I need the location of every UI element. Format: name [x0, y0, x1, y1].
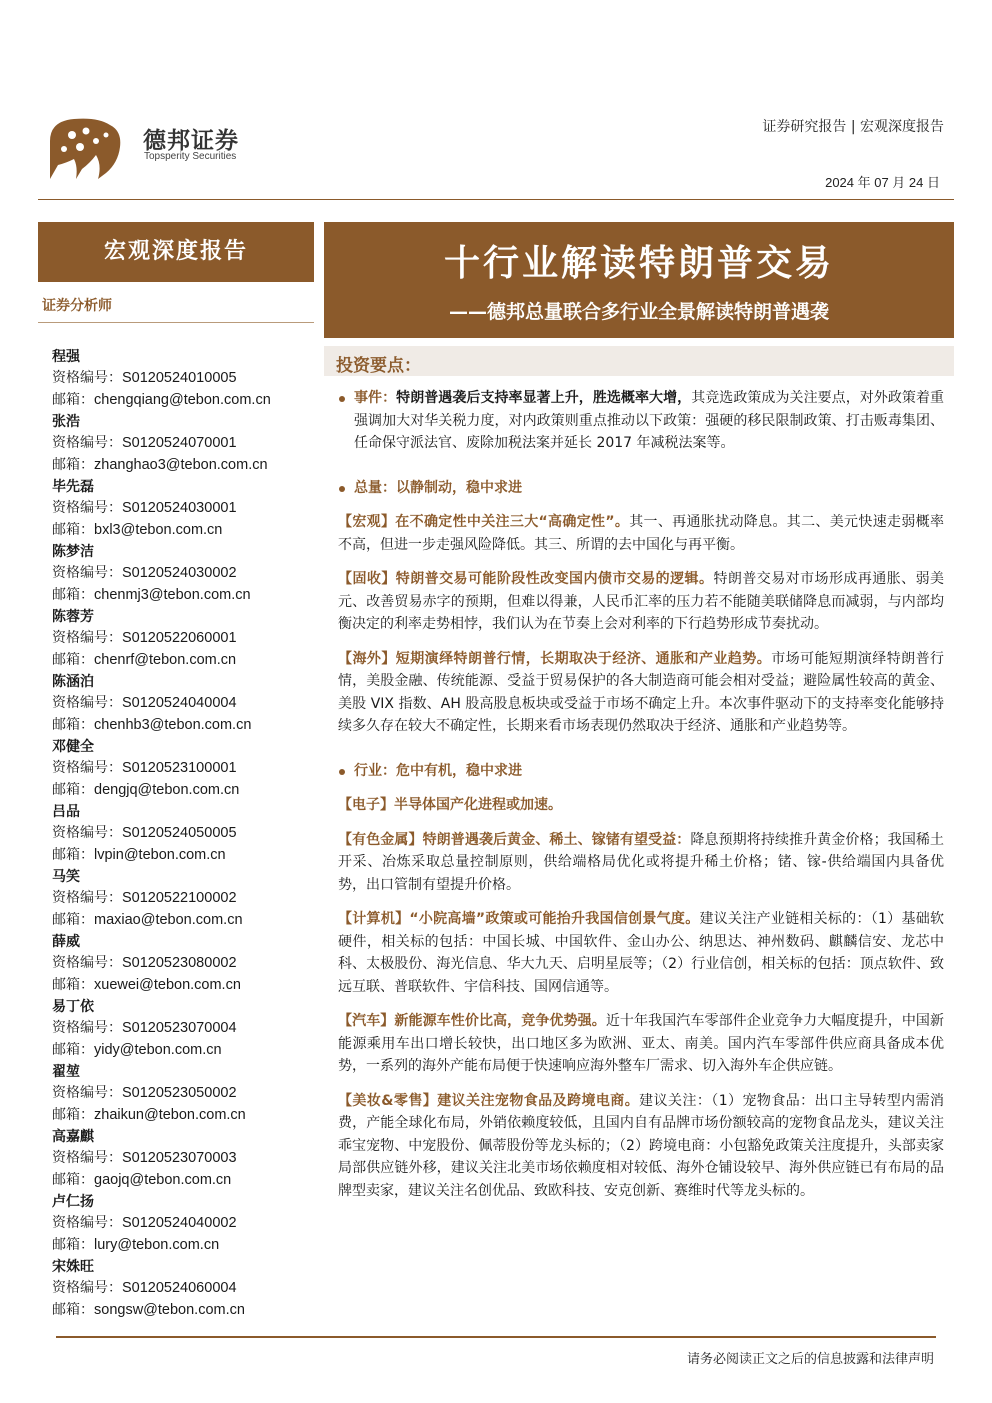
- analyst-name: 马笑: [52, 869, 80, 885]
- key-points-content: [338, 387, 944, 1214]
- analyst-name: 宋姝旺: [52, 1259, 94, 1275]
- section-tag: 【有色金属】: [338, 831, 423, 848]
- email-label: 邮箱：: [52, 651, 94, 668]
- analyst-name: 陈涵泊: [52, 674, 94, 690]
- brand-name: 德邦证券: [143, 128, 239, 154]
- analyst-divider: [38, 322, 314, 323]
- industry-paragraph: [338, 794, 944, 817]
- analyst-entry: [52, 671, 317, 736]
- analyst-name: 薛威: [52, 934, 80, 950]
- email-label: 邮箱：: [52, 586, 94, 603]
- analyst-email: yidy@tebon.com.cn: [94, 1041, 222, 1058]
- id-label: 资格编号：: [52, 435, 122, 451]
- email-label: 邮箱：: [52, 1106, 94, 1123]
- analyst-id: S0120523070004: [122, 1020, 237, 1036]
- analyst-email-line: [52, 780, 317, 802]
- analyst-name: 高嘉麒: [52, 1129, 94, 1145]
- event-text: 其竞选政策成为关注要点，对外政策着重强调加大对华关税力度，对内政策则重点推动以下政策：强硬的移民限制政策、打击贩毒集团、任命保守派法官、废除加税法案并延长 2017 年减税法案等。: [354, 390, 945, 451]
- analyst-id-line: [52, 433, 317, 455]
- analyst-entry: [52, 541, 317, 606]
- analyst-id-line: [52, 498, 317, 520]
- email-label: 邮箱：: [52, 716, 94, 733]
- report-type-box: 宏观深度报告: [38, 222, 314, 282]
- section-headline: 特朗普交易可能阶段性改变国内债市交易的逻辑。: [395, 571, 714, 587]
- id-label: 资格编号：: [52, 565, 122, 581]
- macro-paragraph: [338, 648, 944, 738]
- analyst-entry: [52, 1256, 317, 1321]
- title-banner: [324, 222, 954, 338]
- section-text: 特朗普交易对市场形成再通胀、弱美元、改善贸易赤字的预期，但难以得兼，人民币汇率的压力若不能随美联储降息而减弱，与内部均衡决定的利率走势相悖，我们认为在节奏上会对利率的下行趋势形成节奏扰动。: [338, 571, 945, 632]
- analyst-email: chenrf@tebon.com.cn: [94, 651, 237, 668]
- email-label: 邮箱：: [52, 1041, 94, 1058]
- industry-heading: 行业：危中有机，稳中求进: [338, 760, 944, 783]
- analyst-id-line: [52, 953, 317, 975]
- email-label: 邮箱：: [52, 1236, 94, 1253]
- email-label: 邮箱：: [52, 781, 94, 798]
- id-label: 资格编号：: [52, 890, 122, 906]
- analyst-id-line: [52, 758, 317, 780]
- analyst-id-line: [52, 1148, 317, 1170]
- analyst-entry: [52, 996, 317, 1061]
- analyst-email: lvpin@tebon.com.cn: [94, 846, 226, 863]
- footer-disclaimer: 请务必阅读正文之后的信息披露和法律声明: [686, 1352, 934, 1367]
- section-text: 其一、再通胀扰动降息。其二、美元快速走弱概率不高，但进一步走强风险降低。其三、所谓的去中国化与再平衡。: [338, 514, 944, 553]
- analyst-entry: [52, 1061, 317, 1126]
- analyst-email-line: [52, 975, 317, 997]
- analyst-id: S0120524060004: [122, 1280, 237, 1296]
- header-divider: [38, 199, 954, 200]
- key-points-label: 投资要点：: [336, 356, 421, 376]
- industry-list: [338, 794, 944, 1202]
- analyst-id-line: [52, 693, 317, 715]
- section-text: 建议关注产业链相关标的：（1）基础软硬件，相关标的包括：中国长城、中国软件、金山办公、纳思达、神州数码、麒麟信安、龙芯中科、太极股份、海光信息、华大九天、启明星辰等；（2）行业信创，相关标的包括：顶点软件、致远互联、普联软件、宇信科技、国网信通等。: [338, 911, 944, 995]
- analyst-id: S0120522100002: [122, 890, 237, 906]
- footer-divider: [56, 1336, 936, 1338]
- macro-heading: 总量：以静制动，稳中求进: [338, 477, 944, 500]
- analyst-email-line: [52, 520, 317, 542]
- analyst-name: 吕品: [52, 804, 80, 820]
- macro-paragraph: [338, 511, 944, 556]
- analyst-email-line: [52, 1235, 317, 1257]
- section-headline: 半导体国产化进程或加速。: [394, 797, 562, 813]
- analyst-id-line: [52, 1278, 317, 1300]
- section-text: 降息预期将持续推升黄金价格；我国稀土开采、冶炼采取总量控制原则，供给端格局优化或将提升稀土价格；锗、镓-供给端国内具备优势，出口管制有望提升价格。: [338, 831, 945, 893]
- analyst-name: 毕先磊: [52, 479, 94, 495]
- analyst-email: gaojq@tebon.com.cn: [94, 1171, 232, 1188]
- analyst-id-line: [52, 1213, 317, 1235]
- section-tag: 【美妆&零售】: [338, 1092, 438, 1109]
- analyst-entry: [52, 1126, 317, 1191]
- id-label: 资格编号：: [52, 630, 122, 646]
- analyst-id: S0120522060001: [122, 630, 237, 646]
- analyst-id-line: [52, 1018, 317, 1040]
- report-date: 2024 年 07 月 24 日: [825, 175, 940, 190]
- analyst-section-label: 证券分析师: [42, 298, 112, 314]
- analyst-id: S0120524070001: [122, 435, 237, 451]
- macro-list: [338, 511, 944, 738]
- analyst-email-line: [52, 845, 317, 867]
- analyst-email: lury@tebon.com.cn: [94, 1236, 220, 1253]
- email-label: 邮箱：: [52, 521, 94, 538]
- event-paragraph: [338, 387, 944, 455]
- analyst-id: S0120524010005: [122, 370, 237, 386]
- analyst-entry: [52, 411, 317, 476]
- section-text: 近十年我国汽车零部件企业竞争力大幅度提升，中国新能源乘用车出口增长较快，出口地区多为欧洲、亚太、南美。国内汽车零部件供应商具备成本优势，一系列的海外产能布局便于快速响应海外整车厂需求、切入海外车企供应链。: [338, 1013, 945, 1074]
- analyst-entry: [52, 736, 317, 801]
- analyst-email: xuewei@tebon.com.cn: [94, 976, 241, 993]
- section-tag: 【宏观】: [338, 514, 396, 530]
- email-label: 邮箱：: [52, 1301, 94, 1318]
- company-logo: [46, 113, 124, 181]
- section-tag: 【海外】: [338, 650, 396, 667]
- industry-paragraph: [338, 1090, 944, 1203]
- id-label: 资格编号：: [52, 1085, 122, 1101]
- email-label: 邮箱：: [52, 1171, 94, 1188]
- analyst-email: zhaikun@tebon.com.cn: [94, 1106, 246, 1123]
- id-label: 资格编号：: [52, 1150, 122, 1166]
- analyst-id: S0120524040002: [122, 1215, 237, 1231]
- id-label: 资格编号：: [52, 825, 122, 841]
- analyst-name: 翟堃: [52, 1064, 80, 1080]
- analyst-id-line: [52, 628, 317, 650]
- analyst-email-line: [52, 390, 317, 412]
- analyst-email: zhanghao3@tebon.com.cn: [94, 456, 268, 473]
- analyst-id: S0120524040004: [122, 695, 237, 711]
- id-label: 资格编号：: [52, 955, 122, 971]
- analyst-list: [52, 346, 317, 1321]
- analyst-id: S0120523070003: [122, 1150, 237, 1166]
- analyst-id: S0120524030002: [122, 565, 237, 581]
- industry-paragraph: [338, 908, 944, 998]
- analyst-name: 卢仁扬: [52, 1194, 94, 1210]
- analyst-name: 陈蓉芳: [52, 609, 94, 625]
- analyst-email: dengjq@tebon.com.cn: [94, 781, 240, 798]
- section-tag: 【固收】: [338, 571, 396, 587]
- event-label: 事件：: [354, 390, 397, 406]
- analyst-id-line: [52, 888, 317, 910]
- email-label: 邮箱：: [52, 976, 94, 993]
- report-category: 证券研究报告 | 宏观深度报告: [762, 119, 944, 135]
- analyst-email: chenmj3@tebon.com.cn: [94, 586, 251, 603]
- event-bold: 特朗普遇袭后支持率显著上升，胜选概率大增，: [396, 390, 692, 406]
- id-label: 资格编号：: [52, 1280, 122, 1296]
- section-tag: 【汽车】: [338, 1013, 395, 1029]
- analyst-email: chenhb3@tebon.com.cn: [94, 716, 252, 733]
- analyst-email-line: [52, 910, 317, 932]
- analyst-email: songsw@tebon.com.cn: [94, 1301, 245, 1318]
- id-label: 资格编号：: [52, 760, 122, 776]
- analyst-email-line: [52, 1170, 317, 1192]
- analyst-entry: [52, 866, 317, 931]
- industry-paragraph: [338, 829, 944, 897]
- analyst-name: 张浩: [52, 414, 80, 430]
- section-text: 市场可能短期演绎特朗普行情，美股金融、传统能源、受益于贸易保护的各大制造商可能会相对受益；避险属性较高的黄金、美股 VIX 指数、AH 股高股息板块或受益于市场不确定上升。本次事件驱动下的支持率变化能够持续多久存在较大不确定性，长期来看市场表现仍然取决于经济、通胀和产业趋势等。: [338, 650, 945, 734]
- analyst-name: 程强: [52, 349, 80, 365]
- analyst-email: bxl3@tebon.com.cn: [94, 521, 223, 538]
- analyst-id-line: [52, 563, 317, 585]
- analyst-id-line: [52, 1083, 317, 1105]
- email-label: 邮箱：: [52, 456, 94, 473]
- analyst-email: chengqiang@tebon.com.cn: [94, 391, 271, 408]
- analyst-email-line: [52, 650, 317, 672]
- id-label: 资格编号：: [52, 500, 122, 516]
- analyst-id: S0120524050005: [122, 825, 237, 841]
- email-label: 邮箱：: [52, 911, 94, 928]
- macro-paragraph: [338, 568, 944, 636]
- analyst-entry: [52, 801, 317, 866]
- analyst-email-line: [52, 585, 317, 607]
- section-headline: 建议关注宠物食品及跨境电商。: [437, 1092, 640, 1109]
- analyst-entry: [52, 1191, 317, 1256]
- analyst-email-line: [52, 455, 317, 477]
- analyst-entry: [52, 476, 317, 541]
- analyst-id: S0120524030001: [122, 500, 237, 516]
- analyst-name: 易丁依: [52, 999, 94, 1015]
- analyst-email-line: [52, 1040, 317, 1062]
- id-label: 资格编号：: [52, 1020, 122, 1036]
- analyst-email-line: [52, 1300, 317, 1322]
- analyst-name: 陈梦洁: [52, 544, 94, 560]
- analyst-email-line: [52, 715, 317, 737]
- analyst-id: S0120523080002: [122, 955, 237, 971]
- section-text: 建议关注：（1）宠物食品：出口主导转型内需消费，产能全球化布局，外销依赖度较低，且国内自有品牌市场份额较高的宠物食品龙头，建议关注乖宝宠物、中宠股份、佩蒂股份等龙头标的；（2）跨境电商：小包豁免政策关注度提升，头部卖家局部供应链外移，建议关注北美市场依赖度相对较低、海外仓铺设较早、海外供应链已有布局的品牌型卖家，建议关注名创优品、致欧科技、安克创新、赛维时代等龙头标的。: [338, 1092, 945, 1199]
- analyst-email-line: [52, 1105, 317, 1127]
- report-title: 十行业解读特朗普交易: [443, 243, 834, 284]
- section-headline: 在不确定性中关注三大“高确定性”。: [395, 514, 630, 530]
- analyst-name: 邓健全: [52, 739, 94, 755]
- section-headline: 新能源车性价比高，竞争优势强。: [394, 1013, 606, 1029]
- brand-name-english: Topsperity Securities: [144, 151, 237, 162]
- analyst-entry: [52, 346, 317, 411]
- report-subtitle: ——德邦总量联合多行业全景解读特朗普遇袭: [448, 301, 829, 323]
- analyst-id-line: [52, 368, 317, 390]
- analyst-entry: [52, 931, 317, 996]
- analyst-id: S0120523100001: [122, 760, 237, 776]
- email-label: 邮箱：: [52, 391, 94, 408]
- analyst-email: maxiao@tebon.com.cn: [94, 911, 243, 928]
- section-tag: 【计算机】: [338, 911, 410, 927]
- analyst-id: S0120523050002: [122, 1085, 237, 1101]
- section-tag: 【电子】: [338, 797, 394, 813]
- analyst-id-line: [52, 823, 317, 845]
- id-label: 资格编号：: [52, 1215, 122, 1231]
- email-label: 邮箱：: [52, 846, 94, 863]
- section-headline: 短期演绎特朗普行情，长期取决于经济、通胀和产业趋势。: [395, 650, 772, 667]
- id-label: 资格编号：: [52, 695, 122, 711]
- industry-paragraph: [338, 1010, 944, 1078]
- id-label: 资格编号：: [52, 370, 122, 386]
- analyst-entry: [52, 606, 317, 671]
- section-headline: “小院高墙”政策或可能抬升我国信创景气度。: [409, 911, 700, 927]
- section-headline: 特朗普遇袭后黄金、稀土、镓锗有望受益：: [422, 831, 691, 848]
